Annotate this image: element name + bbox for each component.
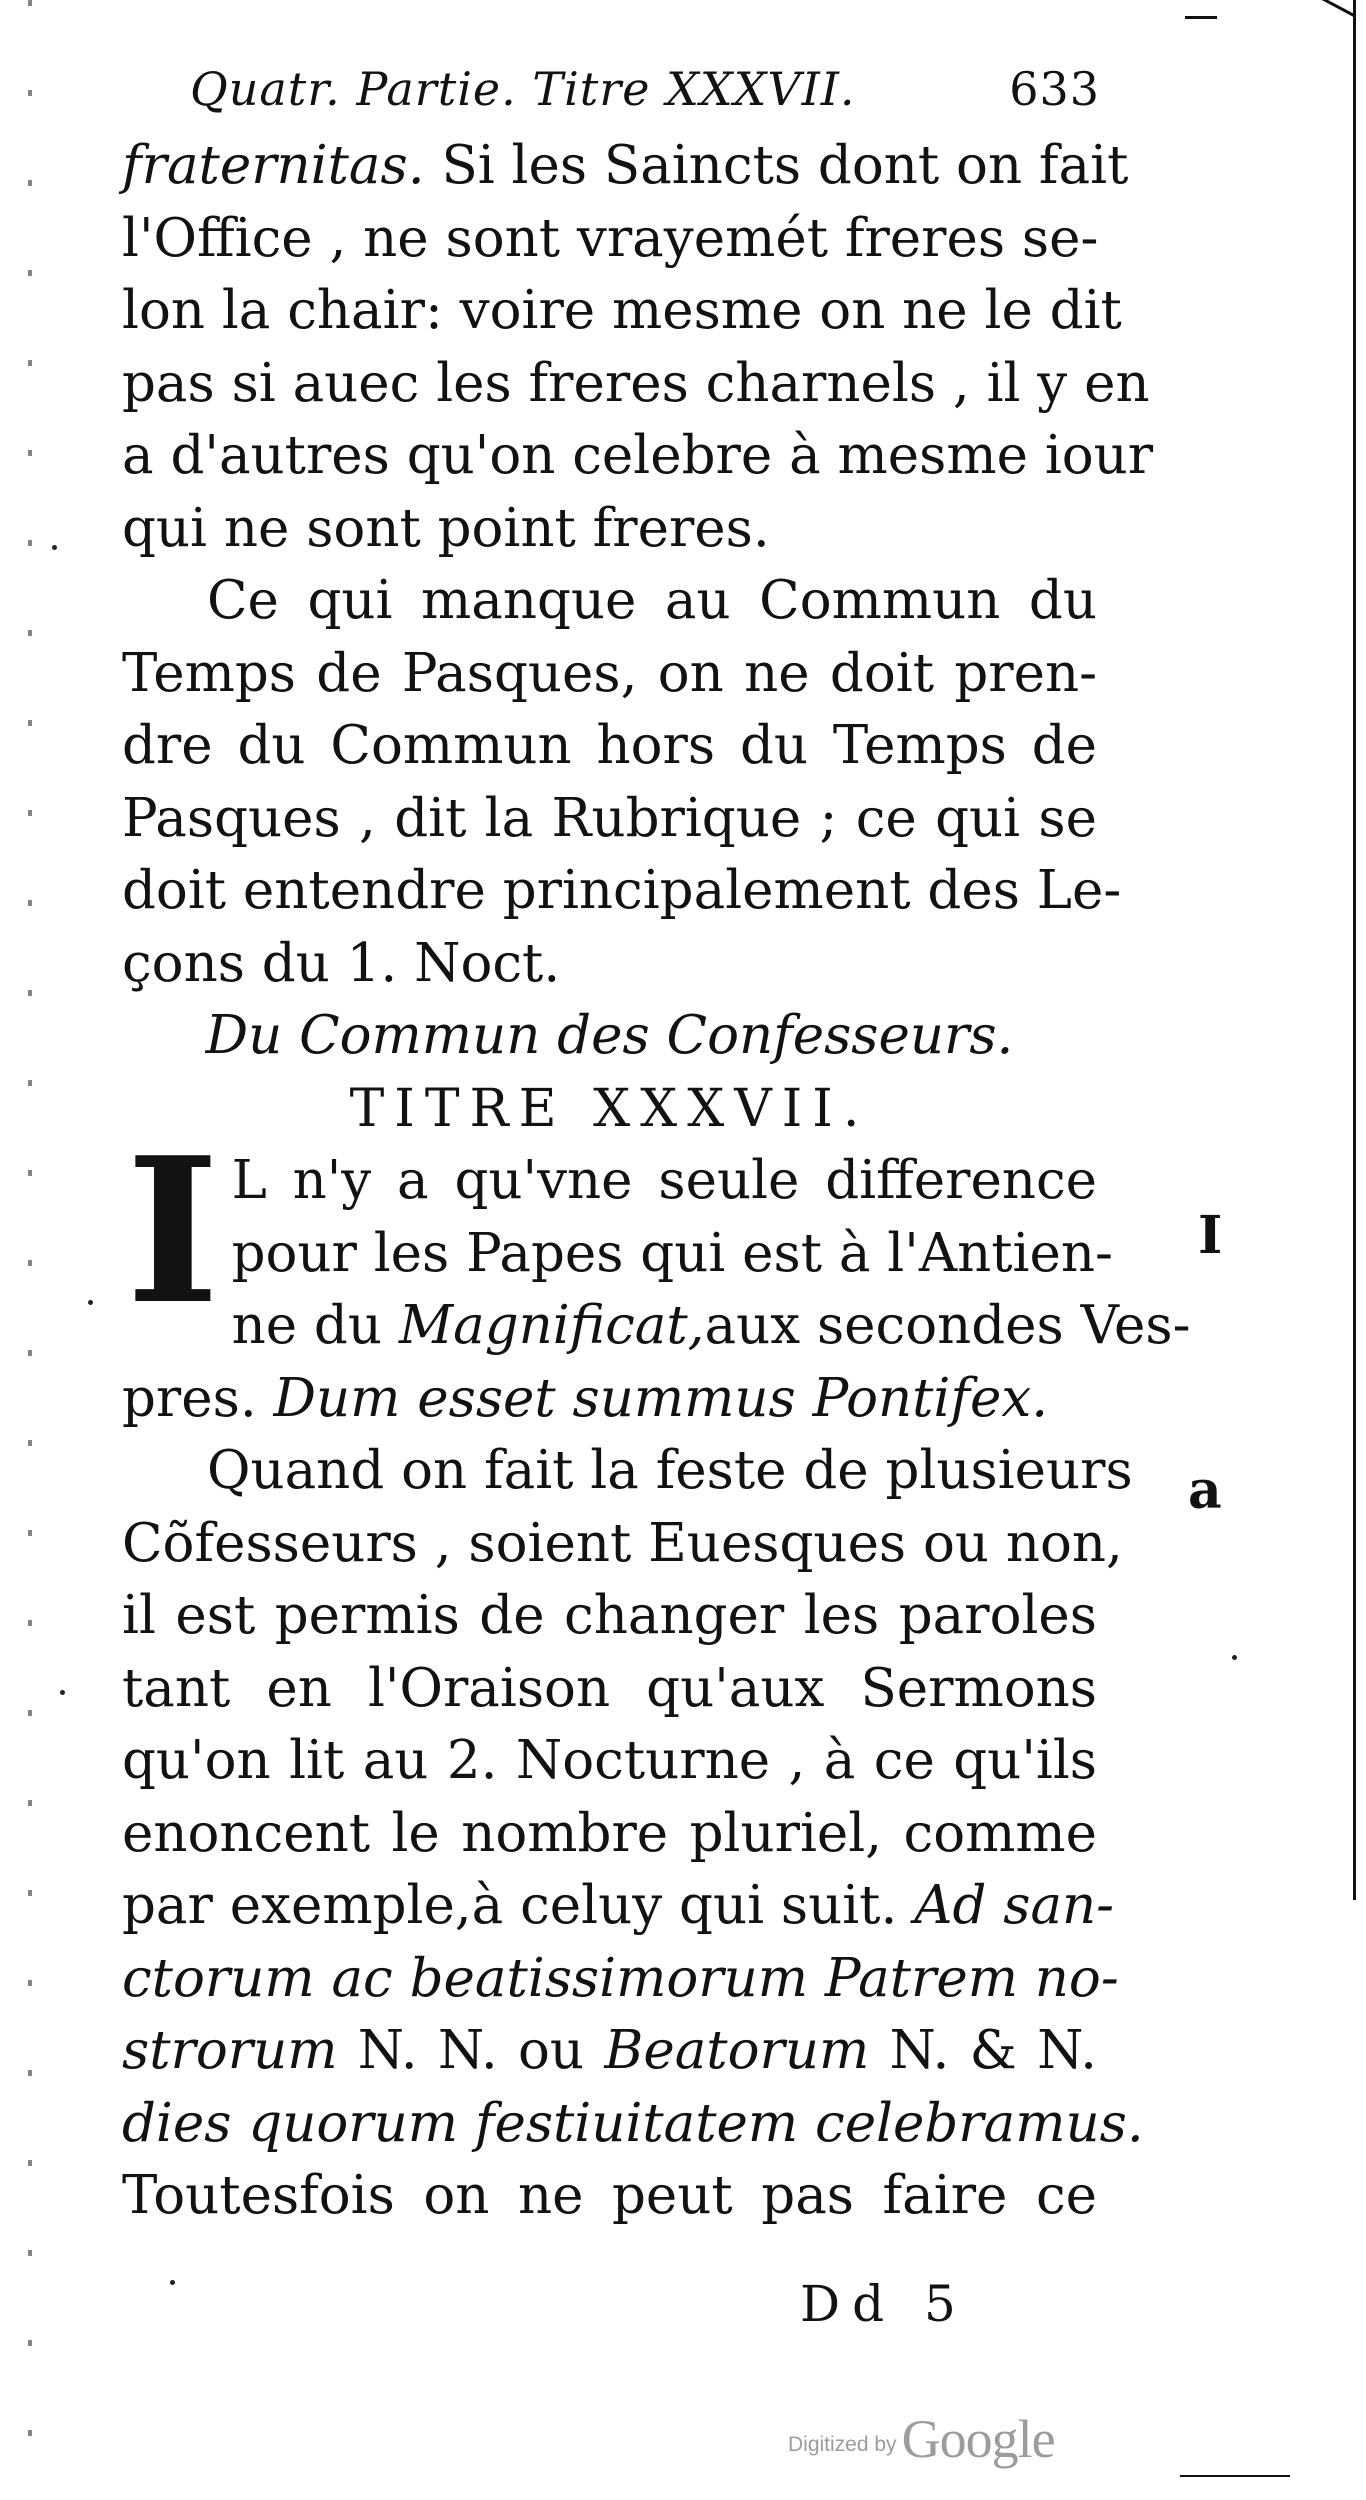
- digitized-watermark: [788, 2408, 1055, 2470]
- section-heading: Du Commun des Confesseurs.: [205, 1005, 1014, 1066]
- text-line: qu'on lit au 2. Nocturne , à ce qu'ils: [122, 1730, 1097, 1791]
- text-line: strorum N. N. ou Beatorum N. & N.: [122, 2020, 1097, 2081]
- scan-mark-top: [1185, 16, 1217, 19]
- text-line: ctorum ac beatissimorum Patrem no-: [122, 1947, 1119, 2009]
- text-line: par exemple,à celuy qui suit. Ad san-: [122, 1875, 1115, 1936]
- main-text: [122, 130, 1191, 2233]
- margin-mark-1: I: [1198, 1205, 1223, 1266]
- text-line: dre du Commun hors du Temps de: [122, 715, 1097, 776]
- text-line: Toutesfois on ne peut pas faire ce: [122, 2165, 1097, 2226]
- running-head-title: Quatr. Partie. Titre XXXVII.: [190, 62, 856, 116]
- paragraph-4: [122, 1435, 1144, 2233]
- scan-edge-corner: [1274, 0, 1355, 17]
- text-line: Quand on fait la feste de plusieurs: [207, 1440, 1133, 1501]
- text-line: pour les Papes qui est à l'Antien-: [231, 1222, 1113, 1284]
- text-line: çons du 1. Noct.: [122, 932, 561, 994]
- text-line: pres. Dum esset summus Pontifex.: [122, 1367, 1049, 1429]
- text-line: tant en l'Oraison qu'aux Sermons: [122, 1657, 1097, 1719]
- text-line: doit entendre principalement des Le-: [122, 860, 1122, 921]
- section-title: TITRE XXXVII.: [349, 1078, 870, 1139]
- running-head: [190, 62, 1100, 116]
- scan-mark-bottom: [1180, 2475, 1290, 2477]
- text-line: a d'autres qu'on celebre à mesme iour: [122, 425, 1154, 486]
- google-logo: Google: [901, 2409, 1055, 2469]
- text-line: Temps de Pasques, on ne doit pren-: [122, 642, 1097, 704]
- text-line: qui ne sont point freres.: [122, 497, 770, 559]
- text-line: pas si auec les freres charnels , il y en: [122, 352, 1150, 414]
- text-line: l'Office , ne sont vrayemét freres se-: [122, 207, 1099, 269]
- signature-mark: Dd 5: [800, 2275, 968, 2333]
- scan-edge-left: [28, 0, 32, 2500]
- margin-mark-2: a: [1188, 1460, 1222, 1521]
- text-line: enoncent le nombre pluriel, comme: [122, 1802, 1097, 1864]
- paragraph-3: [122, 1114, 1191, 1435]
- text-line: ne du Magnificat,aux secondes Ves-: [231, 1295, 1191, 1356]
- paragraph-1: [122, 130, 1154, 565]
- text-line: lon la chair: voire mesme on ne le dit: [122, 280, 1122, 341]
- paragraph-2: [122, 565, 1122, 1000]
- scan-speck: [52, 545, 57, 550]
- text-line: fraternitas. Si les Saincts dont on fait: [122, 135, 1129, 196]
- drop-cap: I: [126, 1114, 220, 1349]
- scan-speck: [88, 1300, 93, 1305]
- page-number: 633: [1009, 62, 1100, 116]
- scan-speck: [170, 2280, 175, 2285]
- text-line: Pasques , dit la Rubrique ; ce qui se: [122, 787, 1097, 849]
- text-line: Cõfesseurs , soient Euesques ou non,: [122, 1512, 1123, 1574]
- text-line: il est permis de changer les paroles: [122, 1585, 1097, 1646]
- scan-speck: [60, 1690, 65, 1695]
- text-line: Ce qui manque au Commun du: [207, 570, 1097, 631]
- text-line: L n'y a qu'vne seule difference: [231, 1150, 1097, 1211]
- scan-speck: [1232, 1655, 1237, 1660]
- scan-edge-right: [1353, 0, 1356, 1900]
- digitized-label: Digitized by: [788, 2433, 897, 2456]
- text-line: dies quorum festiuitatem celebramus.: [122, 2092, 1144, 2154]
